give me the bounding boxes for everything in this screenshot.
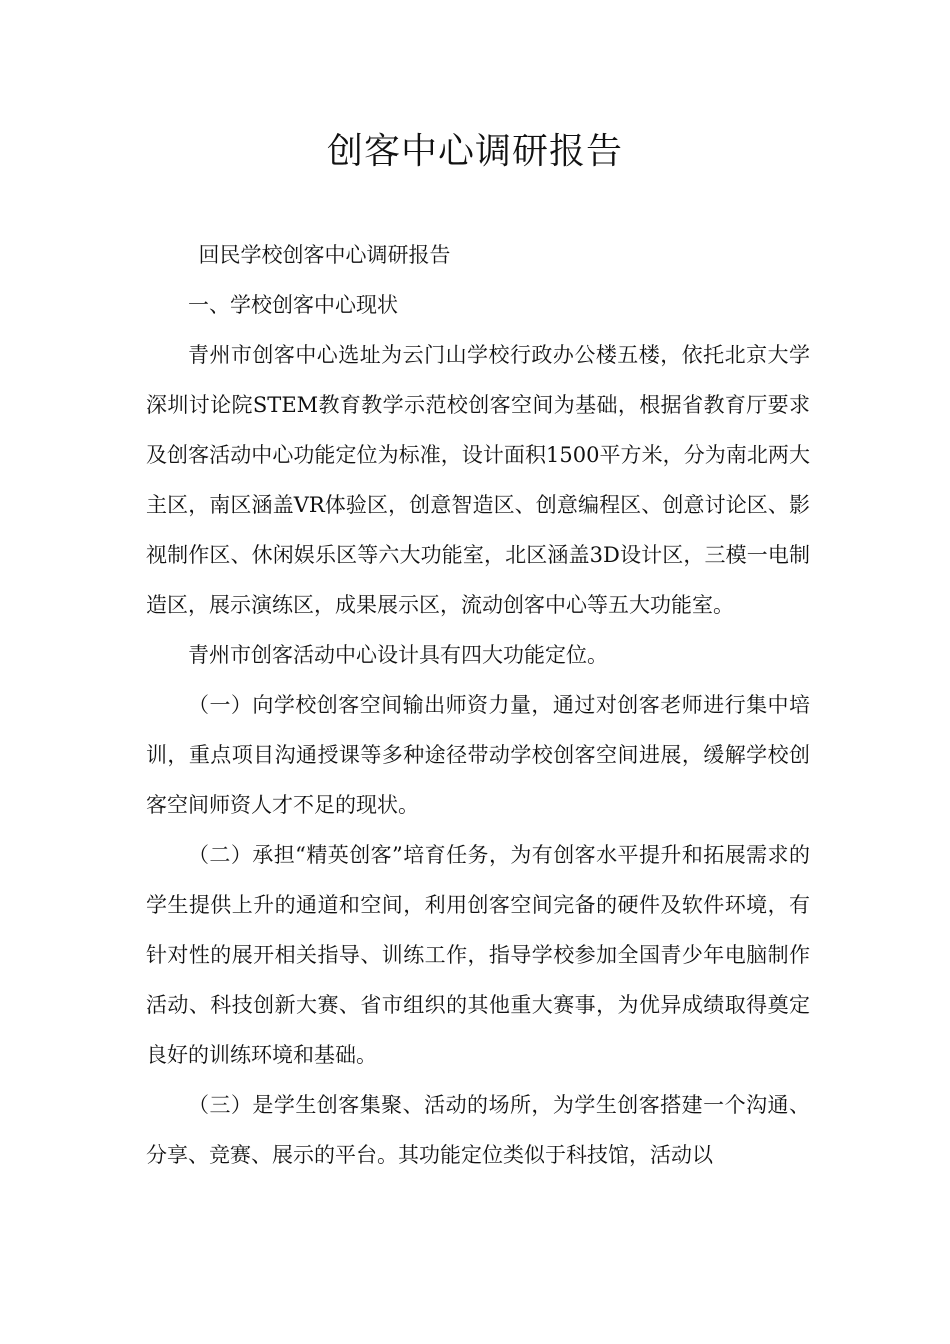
body-paragraph: （二）承担“精英创客”培育任务，为有创客水平提升和拓展需求的学生提供上升的通道和空间，利用创客空间完备的硬件及软件环境，有针对性的展开相关指导、训练工作，指导学校参加全国青少年电脑制作活动、科技创新大赛、省市组织的其他重大赛事，为优异成绩取得奠定良好的训练环境和基础。 xyxy=(146,843,810,1067)
body-paragraph: 青州市创客活动中心设计具有四大功能定位。 xyxy=(188,643,608,667)
document-subtitle: 回民学校创客中心调研报告 xyxy=(198,243,451,267)
body-paragraph: （三）是学生创客集聚、活动的场所，为学生创客搭建一个沟通、分享、竞赛、展示的平台。其功能定位类似于科技馆，活动以 xyxy=(146,1093,810,1167)
document-body xyxy=(146,230,810,1180)
document-title: 创客中心调研报告 xyxy=(326,131,623,172)
section-heading: 一、学校创客中心现状 xyxy=(188,293,398,317)
body-paragraph: （一）向学校创客空间输出师资力量，通过对创客老师进行集中培训，重点项目沟通授课等多种途径带动学校创客空间进展，缓解学校创客空间师资人才不足的现状。 xyxy=(146,693,810,817)
body-paragraph: 青州市创客中心选址为云门山学校行政办公楼五楼，依托北京大学深圳讨论院STEM教育教学示范校创客空间为基础，根据省教育厅要求及创客活动中心功能定位为标准，设计面积1500平方米，分为南北两大主区，南区涵盖VR体验区，创意智造区、创意编程区、创意讨论区、影视制作区、休闲娱乐区等六大功能室，北区涵盖3D设计区，三模一电制造区，展示演练区，成果展示区，流动创客中心等五大功能室。 xyxy=(146,343,810,617)
